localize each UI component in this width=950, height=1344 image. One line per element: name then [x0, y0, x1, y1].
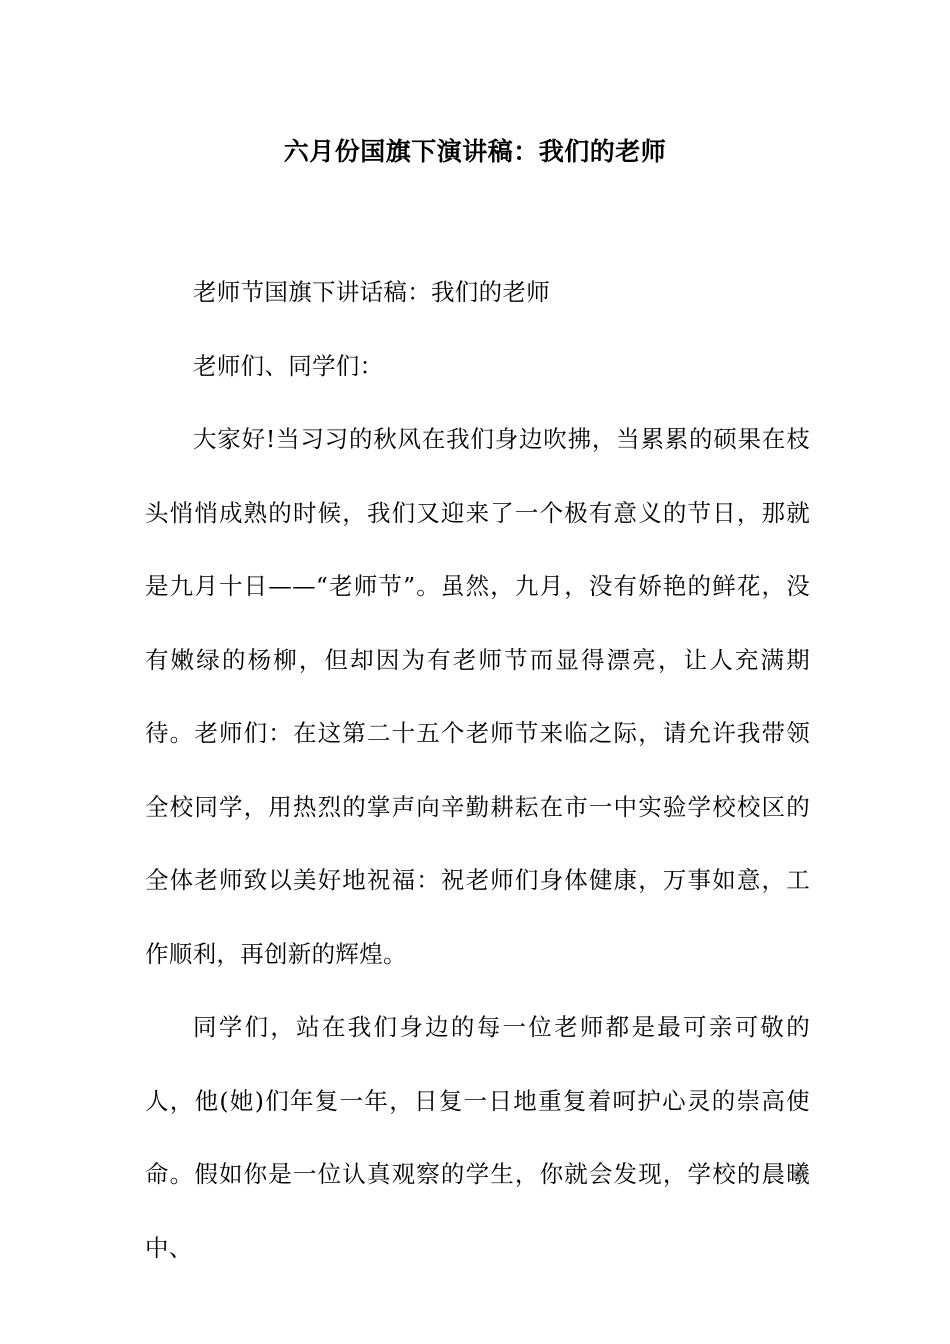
- paragraph-students: 同学们，站在我们身边的每一位老师都是最可亲可敬的人，他(她)们年复一年，日复一日地重复着呵护心灵的崇高使命。假如你是一位认真观察的学生，你就会发现，学校的晨曦中、: [145, 1013, 810, 1262]
- paragraph-greeting: 老师们、同学们：: [193, 351, 384, 380]
- paragraph-opening: 大家好!当习习的秋风在我们身边吹拂，当累累的硕果在枝头悄悄成熟的时候，我们又迎来了一个极有意义的节日，那就是九月十日——“老师节”。虽然，九月，没有娇艳的鲜花，没有嫩绿的杨柳，但却因为有老师节而显得漂亮，让人充满期待。老师们：在这第二十五个老师节来临之际，请允许我带领全校同学，用热烈的掌声向辛勤耕耘在市一中实验学校校区的全体老师致以美好地祝福：祝老师们身体健康，万事如意，工作顺利，再创新的辉煌。: [145, 425, 810, 968]
- document-title: 六月份国旗下演讲稿：我们的老师: [283, 137, 667, 166]
- document-body: [145, 256, 810, 1285]
- paragraph-subtitle: 老师节国旗下讲话稿：我们的老师: [193, 278, 550, 306]
